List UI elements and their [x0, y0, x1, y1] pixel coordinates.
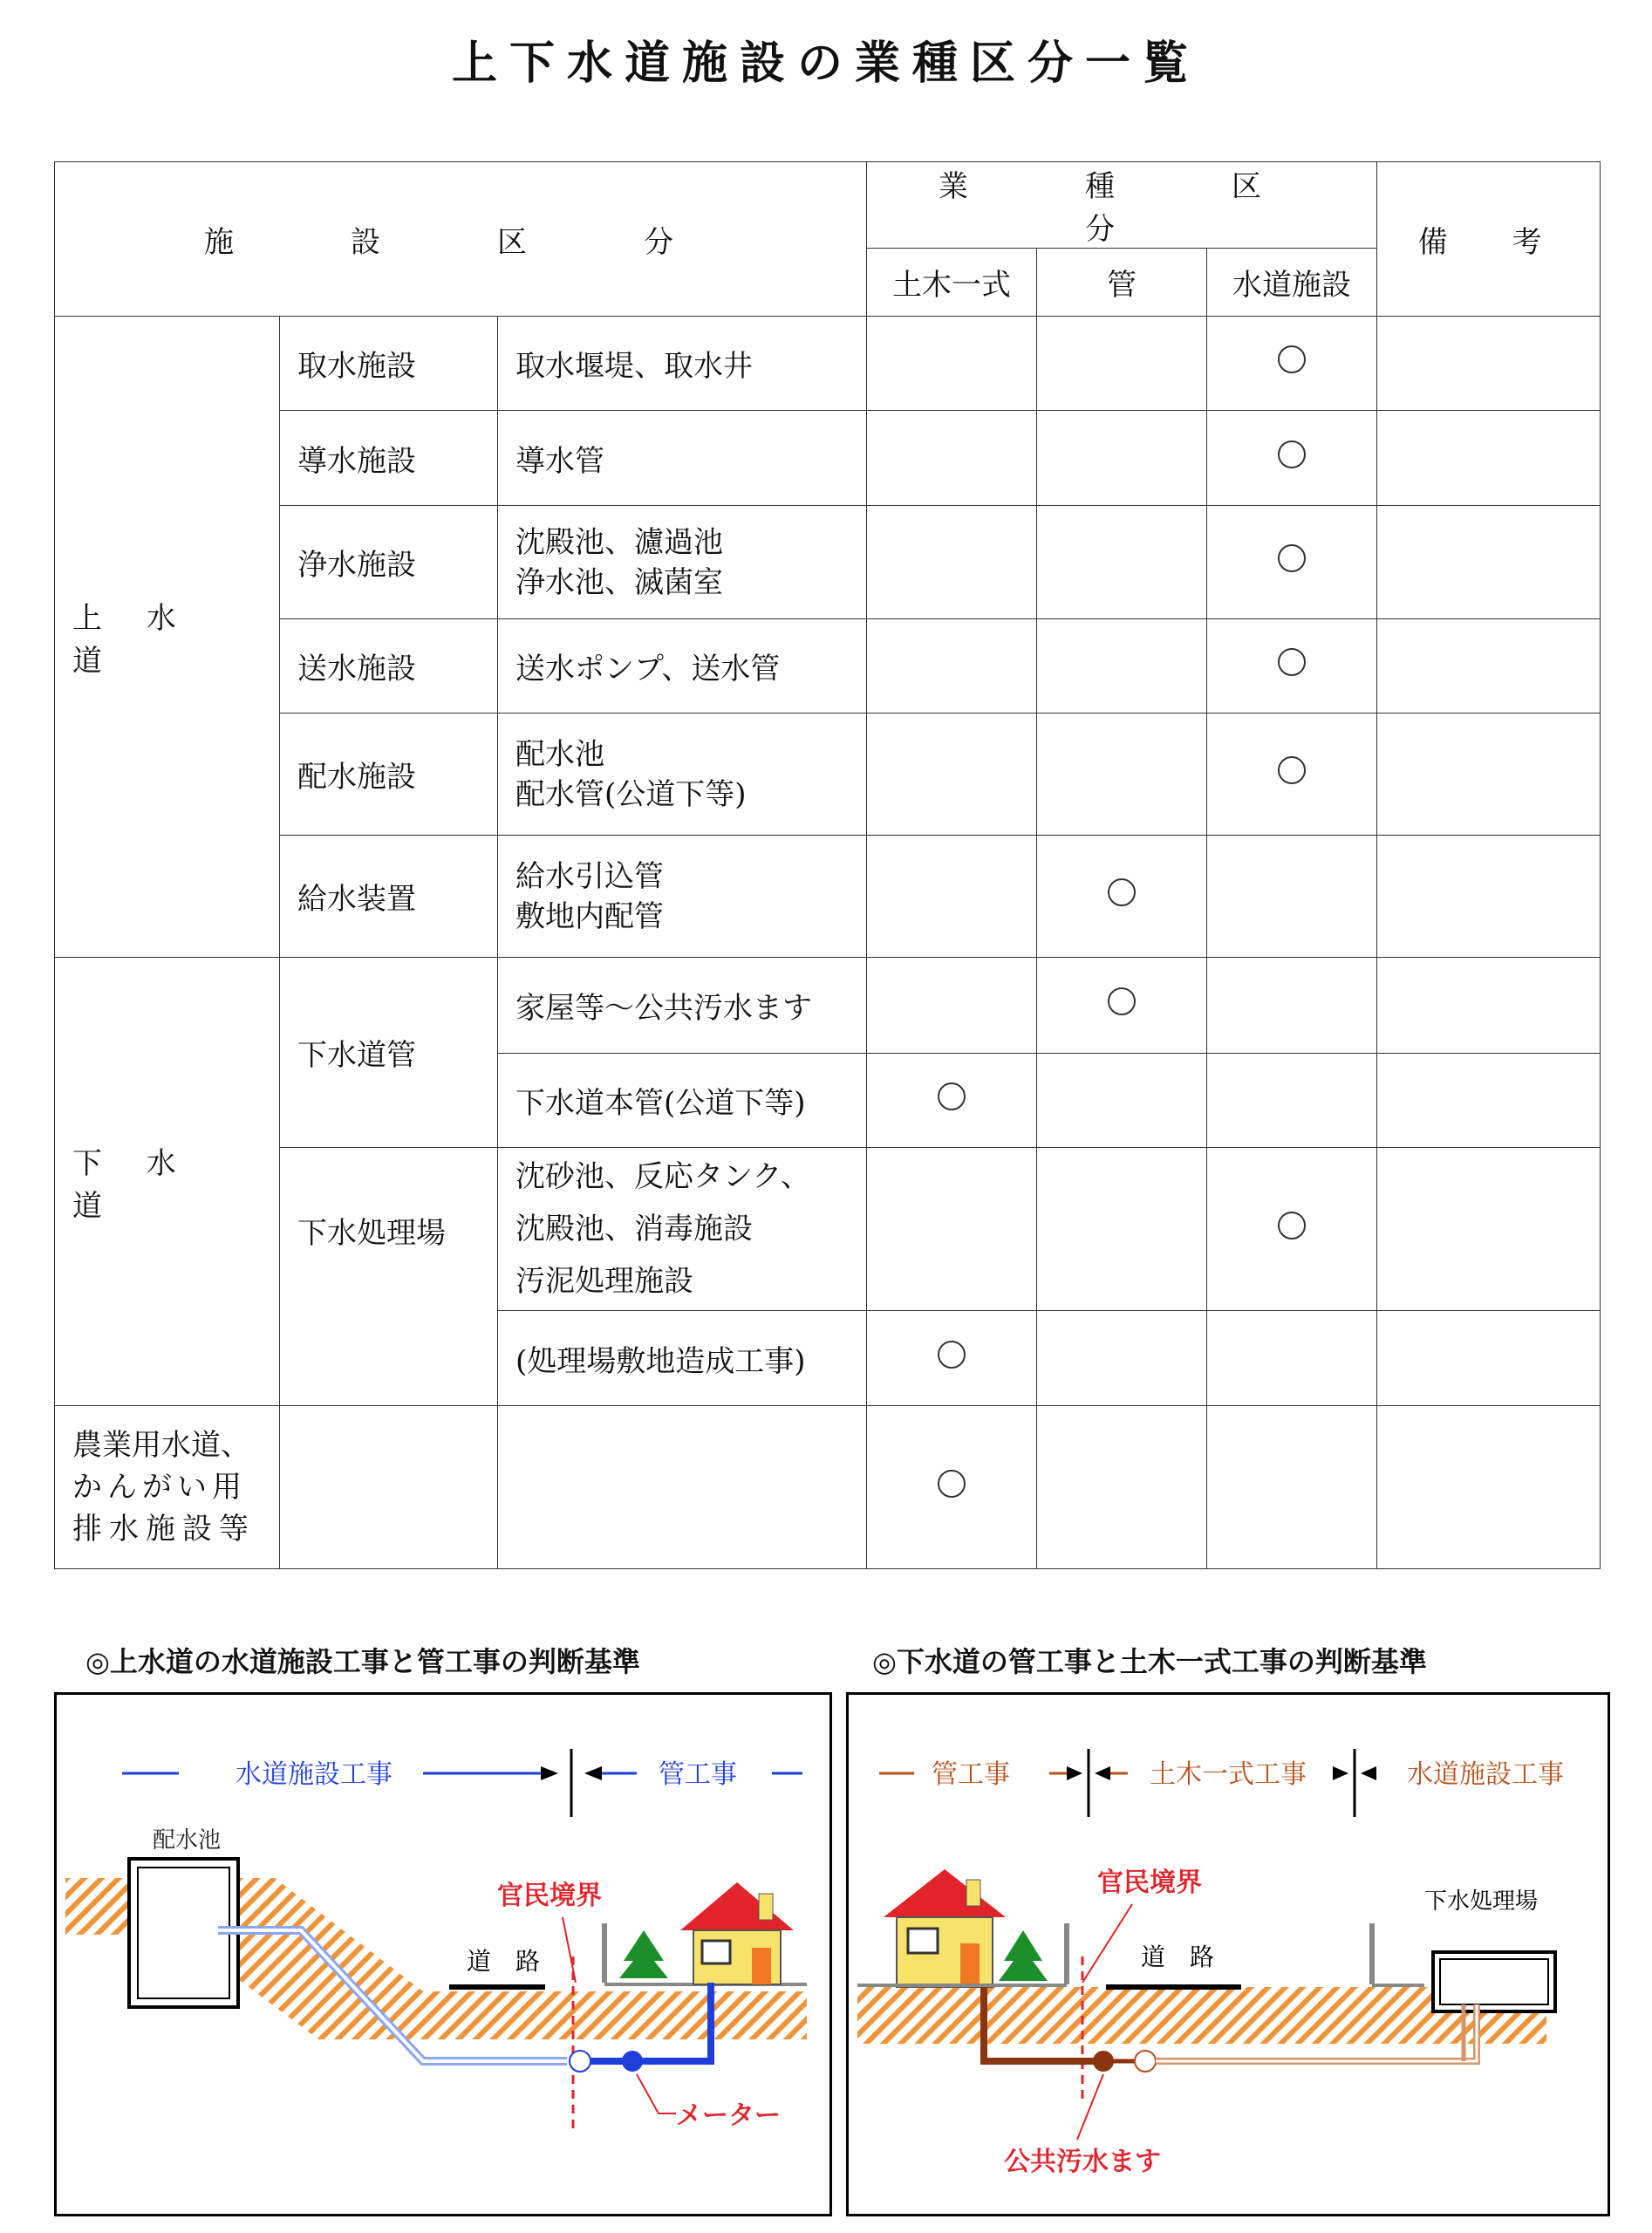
sub-purification: 浄水施設	[280, 506, 498, 619]
group-water-supply: 上 水 道	[55, 317, 280, 958]
detail-sewer-house: 家屋等～公共汚水ます	[498, 958, 867, 1054]
circle-mark	[1108, 987, 1136, 1015]
circle-mark	[1278, 345, 1306, 373]
sub-distribution: 配水施設	[280, 714, 498, 836]
label-reservoir: 配水池	[153, 1827, 222, 1854]
sewerage-diagram	[846, 1640, 1610, 2216]
header-pipe: 管	[1037, 249, 1207, 317]
circle-mark	[1278, 648, 1306, 676]
group-sewerage: 下 水 道	[55, 958, 280, 1406]
detail-service: 給水引込管 敷地内配管	[498, 836, 867, 958]
business-type-table	[54, 161, 1601, 1569]
sub-transmission: 送水施設	[280, 619, 498, 714]
header-business-type: 業 種 区 分	[867, 162, 1377, 249]
sub-sewer-pipe: 下水道管	[280, 958, 498, 1148]
label-civil-work: 土木一式工事	[1150, 1759, 1307, 1790]
detail-treatment: 沈砂池、反応タンク、 沈殿池、消毒施設 汚泥処理施設	[498, 1148, 867, 1311]
page-title: 上下水道施設の業種区分一覧	[451, 38, 1200, 90]
circle-mark	[938, 1341, 966, 1369]
group-agriculture: 農業用水道、 かんがい用 排水施設等	[55, 1406, 280, 1569]
sub-intake: 取水施設	[280, 317, 498, 411]
detail-purification: 沈殿池、濾過池 浄水池、滅菌室	[498, 506, 867, 619]
diagram-caption: ◎上水道の水道施設工事と管工事の判断基準	[85, 1645, 640, 1678]
detail-conveyance: 導水管	[498, 411, 867, 506]
sub-treatment: 下水処理場	[280, 1148, 498, 1406]
header-water-facility: 水道施設	[1207, 249, 1377, 317]
label-boundary: 官民境界	[1097, 1868, 1202, 1898]
detail-distribution: 配水池 配水管(公道下等)	[498, 714, 867, 836]
detail-intake: 取水堰堤、取水井	[498, 317, 867, 411]
detail-treatment-site: (処理場敷地造成工事)	[498, 1311, 867, 1406]
detail-sewer-main: 下水道本管(公道下等)	[498, 1054, 867, 1148]
label-meter: メーター	[676, 2100, 781, 2131]
header-facility: 施 設 区 分	[55, 162, 867, 317]
diagram-caption: ◎下水道の管工事と土木一式工事の判断基準	[872, 1645, 1427, 1678]
circle-mark	[1278, 544, 1306, 572]
label-water-facility-work: 水道施設工事	[1407, 1759, 1564, 1790]
label-plant: 下水処理場	[1424, 1888, 1539, 1915]
label-manhole: 公共汚水ます	[1004, 2147, 1161, 2177]
sub-service: 給水装置	[280, 836, 498, 958]
circle-mark	[1108, 878, 1136, 906]
label-boundary: 官民境界	[497, 1881, 602, 1911]
label-pipe-work: 管工事	[932, 1759, 1010, 1790]
header-remarks: 備 考	[1377, 162, 1601, 317]
detail-transmission: 送水ポンプ、送水管	[498, 619, 867, 714]
circle-mark	[1278, 440, 1306, 468]
circle-mark	[938, 1082, 966, 1110]
circle-mark	[1278, 1212, 1306, 1239]
circle-mark	[938, 1470, 966, 1498]
sub-conveyance: 導水施設	[280, 411, 498, 506]
label-road: 道 路	[467, 1947, 541, 1976]
header-civil: 土木一式	[867, 249, 1037, 317]
circle-mark	[1278, 756, 1306, 784]
water-supply-diagram	[54, 1640, 832, 2216]
label-road: 道 路	[1141, 1943, 1215, 1971]
label-pipe-work: 管工事	[659, 1759, 737, 1790]
label-water-facility-work: 水道施設工事	[236, 1759, 393, 1790]
